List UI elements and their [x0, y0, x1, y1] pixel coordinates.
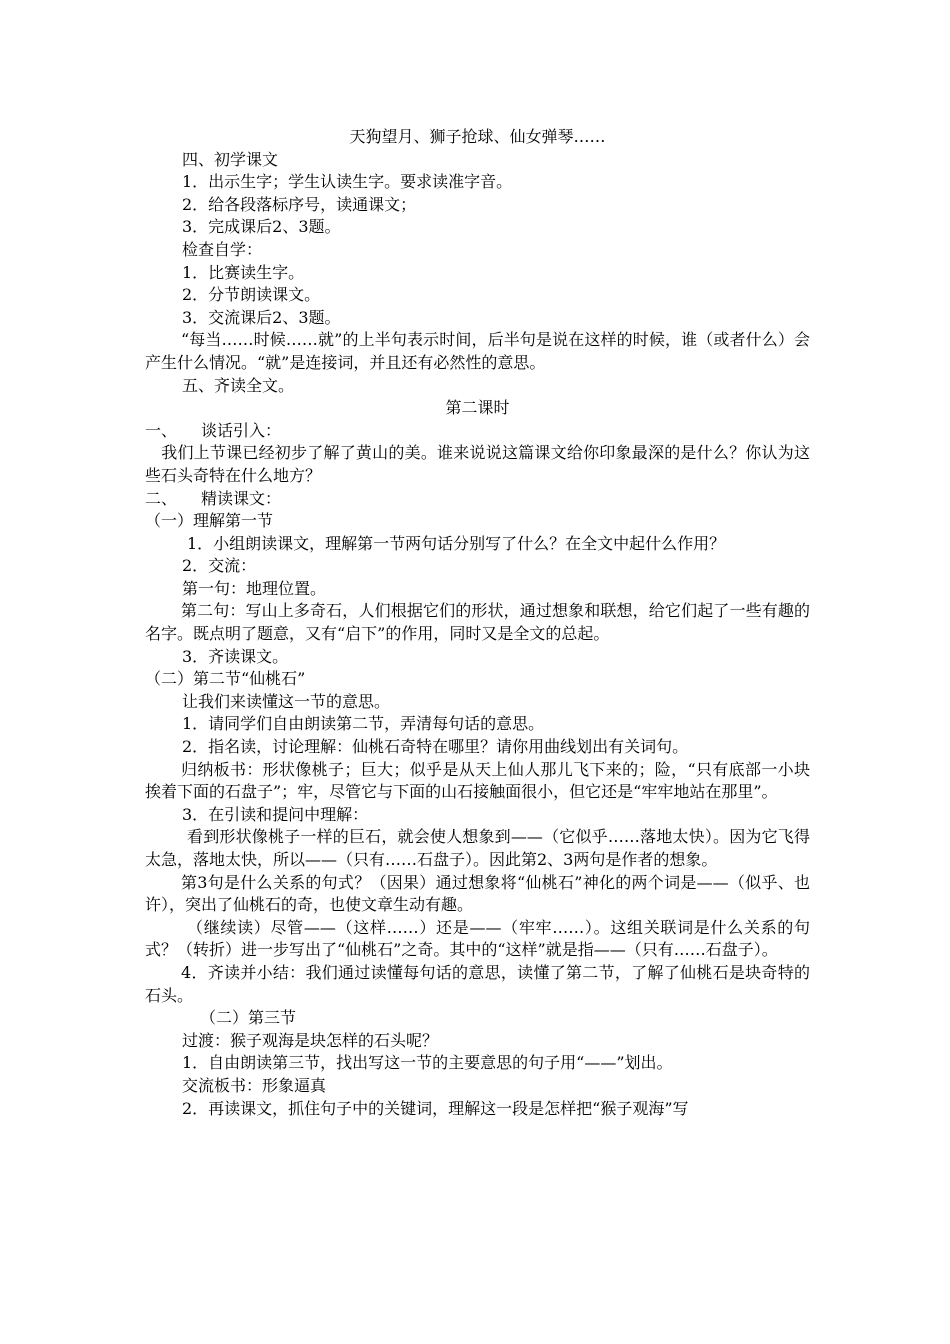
paragraph: “每当……时候……就”的上半句表示时间，后半句是说在这样的时候，谁（或者什么）会产生什么情况。“就”是连接词，并且还有必然性的意思。	[145, 330, 810, 372]
paragraph: 1．小组朗读课文，理解第一节两句话分别写了什么？在全文中起什么作用？	[187, 533, 726, 553]
paragraph: 4．齐读并小结：我们通过读懂每句话的意思，读懂了第二节，了解了仙桃石是块奇特的石头。	[145, 962, 810, 1005]
paragraph: 2．分节朗读课文。	[182, 285, 321, 305]
paragraph: （二）第二节“仙桃石”	[145, 669, 306, 689]
paragraph: 看到形状像桃子一样的巨石，就会使人想象到——（它似乎……落地太快）。因为它飞得太急，落地太快，所以——（只有……石盘子）。因此第2、3两句是作者的想象。	[145, 827, 810, 869]
paragraph: 2．再读课文，抓住句子中的关键词，理解这一段是怎样把“猴子观海”写	[182, 1098, 689, 1118]
paragraph: 检查自学：	[182, 239, 263, 259]
paragraph: 四、初学课文	[182, 149, 279, 169]
paragraph: 1．自由朗读第三节，找出写这一节的主要意思的句子用“——”划出。	[182, 1053, 673, 1073]
paragraph: 2．指名读，讨论理解：仙桃石奇特在哪里？请你用曲线划出有关词句。	[182, 737, 689, 757]
paragraph: 第二句：写山上多奇石，人们根据它们的形状，通过想象和联想，给它们起了一些有趣的名字。既点明了题意，又有“启下”的作用，同时又是全文的总起。	[145, 601, 810, 644]
paragraph: 我们上节课已经初步了解了黄山的美。谁来说说这篇课文给你印象最深的是什么？你认为这些石头奇特在什么地方？	[145, 443, 810, 485]
paragraph: 3．在引读和提问中理解：	[182, 804, 369, 824]
paragraph: 让我们来读懂这一节的意思。	[182, 691, 391, 711]
paragraph: 3．完成课后2、3题。	[182, 217, 341, 237]
paragraph: 1．比赛读生字。	[182, 262, 305, 282]
document-body	[145, 126, 810, 1120]
paragraph: 1．出示生字；学生认读生字。要求读准字音。	[182, 172, 513, 192]
paragraph: 2．交流：	[182, 556, 257, 576]
paragraph: 归纳板书：形状像桃子；巨大；似乎是从天上仙人那儿飞下来的；险，“只有底部一小块挨着下面的石盘子”；牢，尽管它与下面的山石接触面很小，但它还是“牢牢地站在那里”。	[145, 759, 810, 802]
paragraph: 第二课时	[445, 398, 510, 418]
paragraph: 3．齐读课文。	[182, 646, 289, 666]
paragraph: 天狗望月、狮子抢球、仙女弹琴……	[349, 127, 606, 146]
paragraph: 第3句是什么关系的句式？（因果）通过想象将“仙桃石”神化的两个词是——（似乎、也许），突出了仙桃石的奇，也使文章生动有趣。	[145, 872, 810, 915]
paragraph: 3．交流课后2、3题。	[182, 307, 341, 327]
paragraph: （一）理解第一节	[145, 511, 274, 531]
paragraph: （二）第三节	[200, 1008, 297, 1028]
paragraph: 一、 谈话引入：	[145, 420, 282, 440]
paragraph: 过渡：猴子观海是块怎样的石头呢？	[182, 1030, 439, 1050]
paragraph: 五、齐读全文。	[182, 375, 295, 395]
paragraph: （继续读）尽管——（这样……）还是——（牢牢……）。这组关联词是什么关系的句式？（转折）进一步写出了“仙桃石”之奇。其中的“这样”就是指——（只有……石盘子）。	[145, 917, 810, 960]
paragraph: 交流板书：形象逼真	[182, 1075, 327, 1095]
paragraph: 2．给各段落标序号，读通课文；	[182, 194, 417, 214]
paragraph: 1．请同学们自由朗读第二节，弄清每句话的意思。	[182, 714, 545, 734]
paragraph: 二、 精读课文：	[145, 488, 282, 508]
paragraph: 第一句：地理位置。	[182, 578, 327, 598]
